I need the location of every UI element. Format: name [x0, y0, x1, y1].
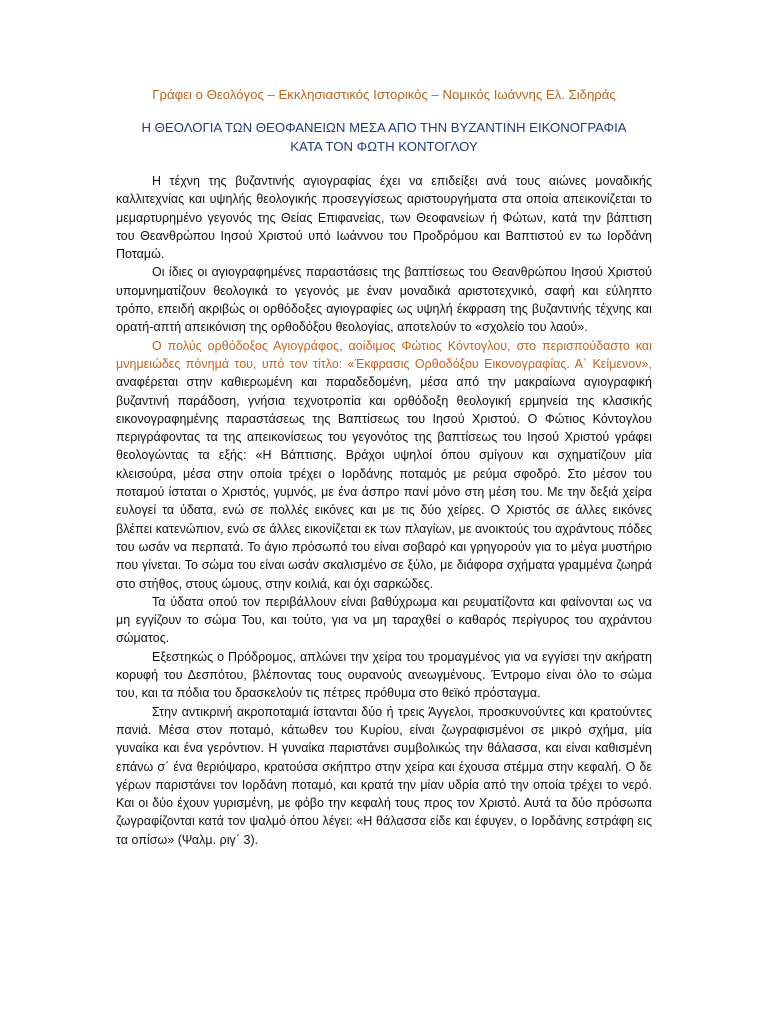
paragraph-5: Εξεστηκώς ο Πρόδρομος, απλώνει την χείρα του τρομαγμένος για να εγγίσει την ακήρατη κορυφή του Δεσπότου, βλέποντας τους ουρανούς ανεωγμένους. Έντρομο είναι όλο το σώμα του, και τα πόδια του δρασκελούν τις πέτρες πρόθυμα στο θεϊκό πρόσταγμα.: [116, 649, 652, 701]
paragraph-1: Η τέχνη της βυζαντινής αγιογραφίας έχει να επιδείξει ανά τους αιώνες μοναδικής καλλιτεχνίας και υψηλής θεολογικής προσεγγίσεως αριστουργήματα στα οποία απεικονίζεται το μεμαρτυρημένο γεγονός της Θείας Επιφανείας, των Θεοφανείων ή Φώτων, κατά την βάπτιση του Θεανθρώπου Ιησού Χριστού υπό Ιωάννου του Προδρόμου και Βαπτιστού εν τω Ιορδάνη Ποταμώ.: [116, 174, 652, 262]
article-title: [116, 118, 652, 156]
paragraph-3: [116, 337, 652, 593]
author-header: Γράφει ο Θεολόγος – Εκκλησιαστικός Ιστορικός – Νομικός Ιωάννης Ελ. Σιδηράς: [152, 87, 616, 102]
paragraph-4: Τα ύδατα οπού τον περιβάλλουν είναι βαθύχρωμα και ρευματίζοντα και φαίνονται ως να μη εγγίζουν το σώμα Του, και τούτο, για να μη ταραχθεί ο καθαρός περίγυρος του αχράντου σώματος.: [116, 594, 652, 646]
paragraph-2: Οι ίδιες οι αγιογραφημένες παραστάσεις της βαπτίσεως του Θεανθρώπου Ιησού Χριστού υπομνηματίζουν θεολογικά το γεγονός με έναν μοναδικά αριστοτεχνικό, σαφή και εύληπτο τρόπο, επειδή ακριβώς οι ορθόδοξες αγιογραφίες ως υψηλή έκφραση της βυζαντινής τέχνης και ορατή-απτή απεικόνιση της ορθοδόξου θεολογίας, αποτελούν το «σχολείο του λαού».: [116, 265, 652, 335]
title-line-2: ΚΑΤΑ ΤΟΝ ΦΩΤΗ ΚΟΝΤΟΓΛΟΥ: [290, 139, 478, 154]
paragraph-3-highlight: Ο πολύς ορθόδοξος Αγιογράφος, αοίδιμος Φώτιος Κόντογλου, στο περισπούδαστο και μνημειώδες πόνημά του, υπό τον τίτλο: «Έκφρασις Ορθοδόξου Εικονογραφίας. Α΄ Κείμενον»,: [116, 338, 652, 371]
paragraph-3-text: αναφέρεται στην καθιερωμένη και παραδεδομένη, μέσα από την μακραίωνα αγιογραφική βυζαντινή παράδοση, γνήσια τεχνοτροπία και ορθόδοξη θεολογική ερμηνεία της κλασικής εικονογραφημένης παραστάσεως της Βαπτίσεως του Ιησού Χριστού. Ο Φώτιος Κόντογλου περιγράφοντας τα της απεικονίσεως του γεγονότος της βαπτίσεως του Ιησού Χριστού γράφει θεολογώντας τα εξής: «Η Βάπτισης. Βράχοι υψηλοί όπου σμίγουν και σχηματίζουν μία κλεισούρα, μέσα στην οποία τρέχει ο Ιορδάνης ποταμός με ρεύμα σφοδρό. Στο μέσον του ποταμού ίσταται ο Χριστός, γυμνός, με ένα άσπρο πανί μόνο στη μέση του. Με την δεξιά χείρα ευλογεί τα ύδατα, ενώ σε πολλές εικόνες και με τις δύο χείρες. Ο Χριστός σε άλλες εικόνες βλέπει κατενώπιον, ενώ σε άλλες εικονίζεται εκ των πλαγίων, με ανοικτούς του αχράντους πόδες του ωσάν να περπατά. Το άγιο πρόσωπό του είναι σοβαρό και γρηγορούν για το μέγα μυστήριο που γίνεται. Το σώμα του είναι ωσάν σκαλισμένο σε ξύλο, με διάφορα σχήματα γραμμένα ζωηρά στο στήθος, στους ώμους, στην κοιλιά, και όχι σαρκώδες.: [116, 375, 652, 591]
paragraph-6: Στην αντικρινή ακροποταμιά ίστανται δύο ή τρεις Άγγελοι, προσκυνούντες και κρατούντες πανιά. Μέσα στον ποταμό, κάτωθεν του Κυρίου, είναι ζωγραφισμένοι σε μικρό σχήμα, μία γυναίκα και ένα γερόντιον. Η γυναίκα παριστάνει συμβολικώς την θάλασσα, και είναι καθισμένη επάνω σ΄ ένα θεριόψαρο, κρατούσα σκήπτρο στην χείρα και έχουσα στέμμα στην κεφαλή. Ο δε γέρων παριστάνει τον Ιορδάνη ποταμό, και κρατά την μίαν υδρία από την οποία τρέχει το νερό. Και οι δύο έχουν γυρισμένη, με φόβο την κεφαλή τους προς τον Χριστό. Αυτά τα δύο πρόσωπα ζωγραφίζονται κατά τον ψαλμό όπου λέγει: «Η θάλασσα είδε και έφυγεν, ο Ιορδάνης εστράφη εις τα οπίσω» (Ψαλμ. ριγ΄ 3).: [116, 704, 652, 847]
title-line-1: Η ΘΕΟΛΟΓΙΑ ΤΩΝ ΘΕΟΦΑΝΕΙΩΝ ΜΕΣΑ ΑΠΟ ΤΗΝ ΒΥΖΑΝΤΙΝΗ ΕΙΚΟΝΟΓΡΑΦΙΑ: [141, 120, 627, 135]
